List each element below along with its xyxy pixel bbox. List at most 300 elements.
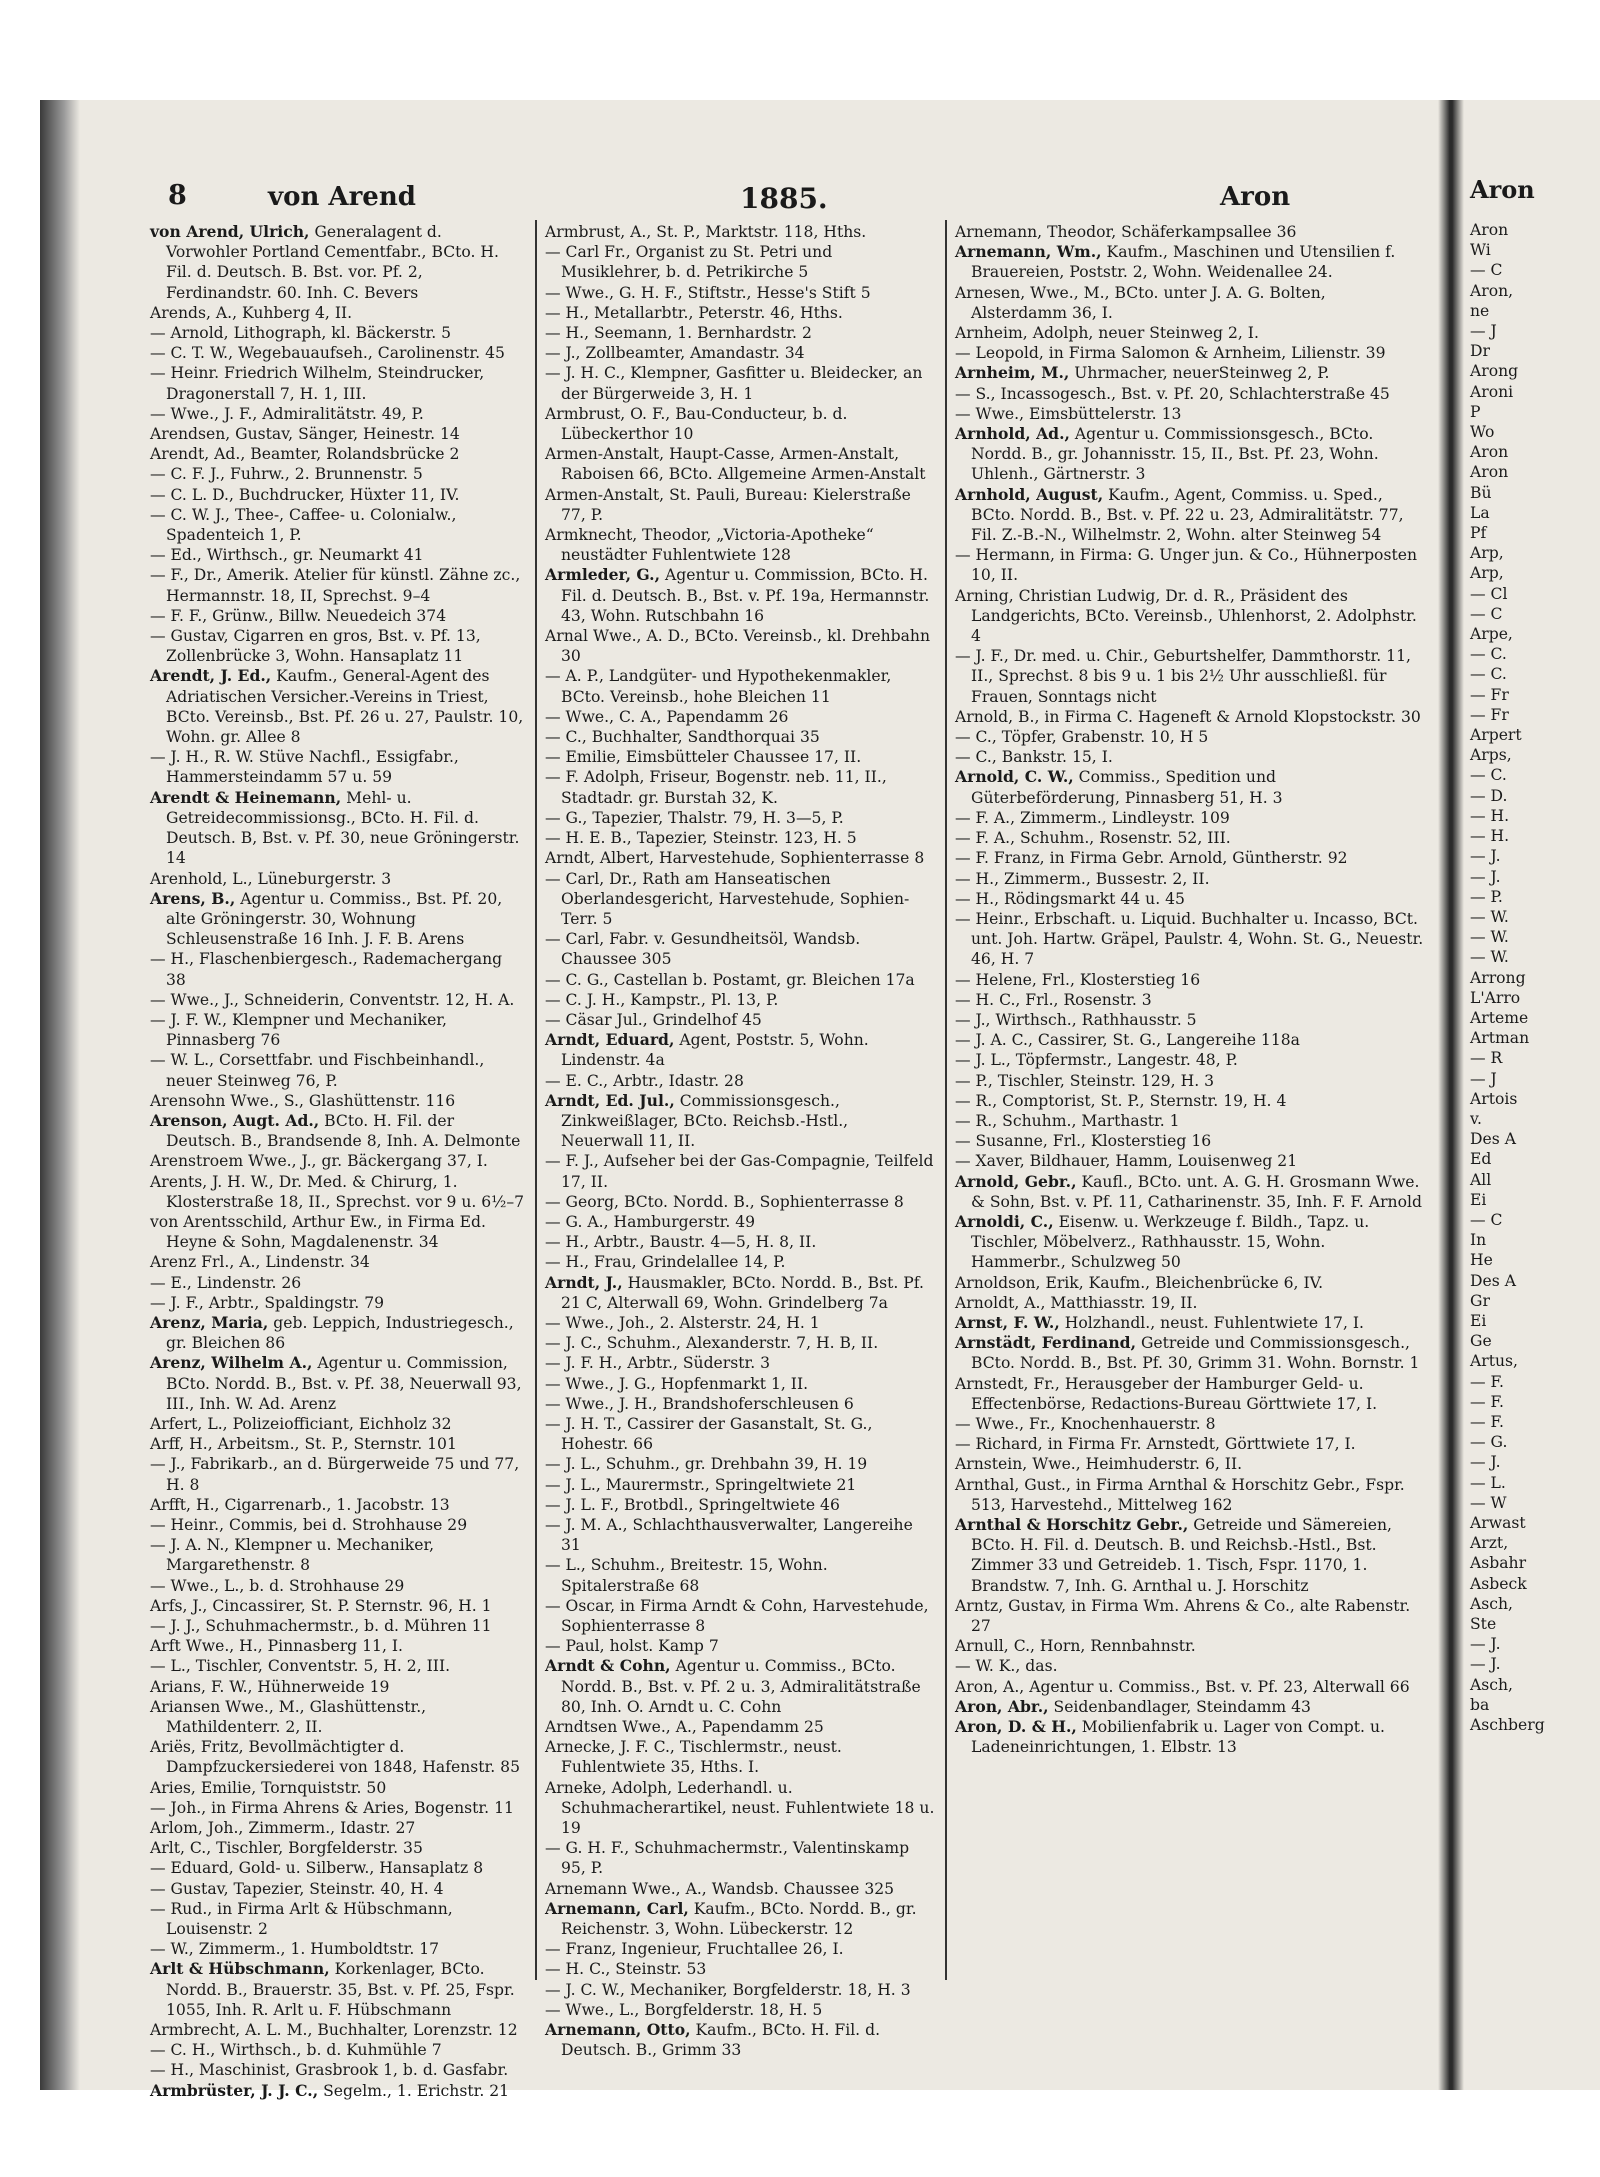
directory-entry bbox=[150, 1616, 525, 1636]
directory-entry bbox=[955, 1717, 1425, 1757]
directory-entry bbox=[150, 2081, 525, 2101]
entry-text: Arnemann, Theodor, Schäferkampsallee 36 bbox=[955, 223, 1297, 241]
entry-text: — G., Tapezier, Thalstr. 79, H. 3—5, P. bbox=[545, 808, 844, 827]
entry-text: — Wwe., J. G., Hopfenmarkt 1, II. bbox=[545, 1374, 809, 1393]
fragment-line: Aroni bbox=[1470, 382, 1514, 401]
entry-text: — J. L., Maurermstr., Springeltwiete 21 bbox=[545, 1475, 857, 1494]
entry-text: — W. L., Corsettfabr. und Fischbeinhandl., neuer Steinweg 76, P. bbox=[150, 1051, 485, 1090]
entry-text: Kaufm., Maschinen und Utensilien f. Brauereien, Poststr. 2, Wohn. Weidenallee 24. bbox=[971, 243, 1396, 282]
entry-text: Armen-Anstalt, St. Pauli, Bureau: Kielerstraße 77, P. bbox=[545, 485, 911, 524]
directory-entry bbox=[150, 1515, 525, 1535]
entry-text: — G. A., Hamburgerstr. 49 bbox=[545, 1212, 756, 1231]
directory-entry bbox=[955, 424, 1425, 485]
directory-entry bbox=[955, 1475, 1425, 1515]
directory-entry bbox=[150, 1535, 525, 1575]
entry-text: Arnold, B., in Firma C. Hageneft & Arnold Klopstockstr. 30 bbox=[955, 707, 1421, 726]
entry-text: Segelm., 1. Erichstr. 21 bbox=[318, 2081, 510, 2100]
directory-entry bbox=[150, 343, 525, 363]
directory-entry bbox=[545, 1596, 935, 1636]
entry-text: — J. C., Schuhm., Alexanderstr. 7, H. B, II. bbox=[545, 1334, 879, 1353]
entry-text: Generalagent d. Vorwohler Portland Cementfabr., BCto. H. Fil. d. Deutsch. B. Bst. vor. Pf. 2, Ferdinandstr. 60. Inh. C. Bevers bbox=[166, 223, 499, 302]
entry-text: — H., Frau, Grindelallee 14, P. bbox=[545, 1253, 786, 1272]
directory-entry bbox=[545, 869, 935, 930]
entry-text: — Wwe., J. F., Admiralitätstr. 49, P. bbox=[150, 404, 424, 423]
entry-text: — Wwe., C. A., Papendamm 26 bbox=[545, 707, 789, 726]
fragment-line: Arrong bbox=[1470, 968, 1526, 987]
entry-text: — H., Seemann, 1. Bernhardstr. 2 bbox=[545, 324, 812, 343]
directory-entry bbox=[955, 1454, 1425, 1474]
directory-entry bbox=[150, 869, 525, 889]
directory-entry bbox=[545, 1475, 935, 1495]
entry-text: Armbrust, A., St. P., Marktstr. 118, Hths. bbox=[545, 223, 867, 241]
fragment-line: — H. bbox=[1470, 806, 1510, 825]
directory-entry bbox=[545, 1980, 935, 2000]
directory-entry bbox=[545, 323, 935, 343]
directory-entry bbox=[545, 1151, 935, 1191]
entry-bold-name: Arnemann, Wm., bbox=[955, 242, 1102, 262]
fragment-line: Arps, bbox=[1470, 746, 1512, 765]
directory-entry bbox=[545, 1879, 935, 1899]
directory-entry bbox=[955, 1151, 1425, 1171]
directory-entry bbox=[545, 1333, 935, 1353]
entry-text: Seidenbandlager, Steindamm 43 bbox=[1048, 1697, 1311, 1716]
fragment-line: — J. bbox=[1470, 1655, 1501, 1674]
entry-text: Arndt, Albert, Harvestehude, Sophienterrasse 8 bbox=[545, 849, 925, 868]
directory-entry bbox=[955, 1636, 1425, 1656]
entry-text: Aron, A., Agentur u. Commiss., Bst. v. Pf. 23, Alterwall 66 bbox=[955, 1677, 1410, 1696]
entry-text: Arendsen, Gustav, Sänger, Heinestr. 14 bbox=[150, 425, 460, 444]
entry-text: Arnecke, J. F. C., Tischlermstr., neust. Fuhlentwiete 35, Hths. I. bbox=[545, 1738, 842, 1777]
directory-entry bbox=[545, 1778, 935, 1839]
directory-entry bbox=[545, 485, 935, 525]
entry-text: — J. H. T., Cassirer der Gasanstalt, St. G., Hohestr. 66 bbox=[545, 1414, 873, 1454]
fragment-line: Arong bbox=[1470, 362, 1519, 381]
fragment-line: Arpert bbox=[1470, 726, 1522, 745]
entry-bold-name: von Arend, Ulrich, bbox=[150, 222, 310, 241]
fragment-line: — J bbox=[1470, 322, 1497, 341]
entry-text: — F. A., Zimmerm., Lindleystr. 109 bbox=[955, 808, 1230, 827]
fragment-line: Aschberg bbox=[1470, 1716, 1545, 1735]
directory-entry bbox=[545, 707, 935, 727]
directory-entry bbox=[545, 747, 935, 767]
directory-entry bbox=[955, 707, 1425, 727]
fragment-line: Artman bbox=[1470, 1029, 1530, 1048]
entry-text: — C. H., Wirthsch., b. d. Kuhmühle 7 bbox=[150, 2041, 442, 2060]
entry-text: von Arentsschild, Arthur Ew., in Firma Ed. Heyne & Sohn, Magdalenenstr. 34 bbox=[150, 1212, 486, 1252]
entry-text: Arndtsen Wwe., A., Papendamm 25 bbox=[545, 1718, 824, 1737]
fragment-line: Ei bbox=[1470, 1190, 1487, 1209]
fragment-line: ne bbox=[1470, 301, 1490, 320]
directory-entry bbox=[545, 1212, 935, 1232]
entry-text: Arendt, Ad., Beamter, Rolandsbrücke 2 bbox=[150, 445, 460, 464]
fragment-line: — D. bbox=[1470, 786, 1508, 805]
entry-text: — S., Incassogesch., Bst. v. Pf. 20, Schlachterstraße 45 bbox=[955, 384, 1390, 403]
directory-entry bbox=[545, 222, 935, 242]
directory-entry bbox=[150, 1596, 525, 1616]
directory-entry bbox=[955, 384, 1425, 404]
directory-entry bbox=[545, 626, 935, 666]
directory-page bbox=[150, 180, 1425, 2100]
fragment-line: — C. bbox=[1470, 645, 1507, 664]
entry-text: — Eduard, Gold- u. Silberw., Hansaplatz 8 bbox=[150, 1859, 484, 1878]
directory-entry bbox=[150, 1656, 525, 1676]
entry-text: Arnemann Wwe., A., Wandsb. Chaussee 325 bbox=[545, 1879, 895, 1898]
entry-bold-name: Arendt, J. Ed., bbox=[150, 666, 272, 686]
fragment-line: Aron bbox=[1470, 443, 1509, 462]
entry-text: Arning, Christian Ludwig, Dr. d. R., Präsident des Landgerichts, BCto. Vereinsb., Uhlenhorst, 2. Adolphstr. 4 bbox=[955, 586, 1417, 646]
directory-entry bbox=[150, 424, 525, 444]
page-header bbox=[150, 180, 1425, 220]
directory-entry bbox=[545, 828, 935, 848]
entry-text: Agent, Poststr. 5, Wohn. Lindenstr. 4a bbox=[561, 1031, 869, 1070]
entry-text: — Oscar, in Firma Arndt & Cohn, Harvestehude, Sophienterrasse 8 bbox=[545, 1596, 929, 1636]
entry-text: — Arnold, Lithograph, kl. Bäckerstr. 5 bbox=[150, 324, 452, 343]
column-rule bbox=[945, 220, 947, 1980]
entry-text: — L., Schuhm., Breitestr. 15, Wohn. Spitalerstraße 68 bbox=[545, 1556, 828, 1595]
entry-text: — J., Zollbeamter, Amandastr. 34 bbox=[545, 344, 805, 363]
entry-text: — F. J., Aufseher bei der Gas-Compagnie, Teilfeld 17, II. bbox=[545, 1152, 934, 1191]
entry-text: — C. F. J., Fuhrw., 2. Brunnenstr. 5 bbox=[150, 465, 423, 484]
directory-entry bbox=[545, 1010, 935, 1030]
entry-bold-name: Arendt & Heinemann, bbox=[150, 787, 342, 807]
entry-text: — J., Wirthsch., Rathhausstr. 5 bbox=[955, 1010, 1197, 1029]
fragment-line: — J. bbox=[1470, 867, 1501, 886]
directory-entry bbox=[545, 444, 935, 484]
fragment-line: Ge bbox=[1470, 1332, 1492, 1351]
directory-entry bbox=[545, 1273, 935, 1313]
directory-entry bbox=[545, 1737, 935, 1777]
entry-text: — Wwe., L., Borgfelderstr. 18, H. 5 bbox=[545, 2000, 823, 2019]
directory-entry bbox=[150, 1151, 525, 1171]
fragment-line: — J bbox=[1470, 1069, 1497, 1088]
entry-text: — H. C., Steinstr. 53 bbox=[545, 1960, 707, 1979]
directory-entry bbox=[955, 1091, 1425, 1111]
entry-text: Uhrmacher, neuerSteinweg 2, P. bbox=[1069, 364, 1330, 383]
entry-text: — Leopold, in Firma Salomon & Arnheim, Lilienstr. 39 bbox=[955, 344, 1386, 363]
entry-text: — E. C., Arbtr., Idastr. 28 bbox=[545, 1071, 744, 1090]
directory-entry bbox=[150, 1939, 525, 1959]
entry-text: — Georg, BCto. Nordd. B., Sophienterrasse 8 bbox=[545, 1192, 904, 1211]
entry-text: — H., Arbtr., Baustr. 4—5, H. 8, II. bbox=[545, 1233, 817, 1252]
entry-text: — J. F. W., Klempner und Mechaniker, Pinnasberg 76 bbox=[150, 1010, 447, 1050]
next-page-lines bbox=[1470, 220, 1600, 1735]
fragment-line: — Fr bbox=[1470, 705, 1509, 724]
entry-text: — Joh., in Firma Ahrens & Aries, Bogenstr. 11 bbox=[150, 1798, 514, 1817]
entry-text: — J. F., Arbtr., Spaldingstr. 79 bbox=[150, 1293, 385, 1312]
entry-text: Kaufm., General-Agent des Adriatischen Versicher.-Vereins in Triest, BCto. Vereinsb., Bst. Pf. 26 u. 27, Paulstr. 10, Wohn. gr. Allee 8 bbox=[166, 667, 524, 747]
fragment-line: La bbox=[1470, 503, 1490, 522]
fragment-line: Dr bbox=[1470, 342, 1490, 361]
entry-text: — J. A. N., Klempner u. Mechaniker, Margarethenstr. 8 bbox=[150, 1536, 435, 1575]
directory-entry bbox=[955, 283, 1425, 323]
entry-text: — L., Tischler, Conventstr. 5, H. 2, III. bbox=[150, 1657, 451, 1676]
directory-entry bbox=[955, 1596, 1425, 1636]
directory-entry bbox=[150, 1434, 525, 1454]
directory-entry bbox=[545, 1353, 935, 1373]
entry-text: — Ed., Wirthsch., gr. Neumarkt 41 bbox=[150, 546, 424, 565]
entry-text: Arnstedt, Fr., Herausgeber der Hamburger Geld- u. Effectenbörse, Redactions-Bureau Görttwiete 17, I. bbox=[955, 1374, 1378, 1413]
fragment-line: — F. bbox=[1470, 1412, 1504, 1431]
entry-bold-name: Arnold, Gebr., bbox=[955, 1171, 1077, 1191]
entry-text: Arnheim, Adolph, neuer Steinweg 2, I. bbox=[955, 324, 1259, 343]
directory-entry bbox=[545, 565, 935, 626]
directory-entry bbox=[545, 1717, 935, 1737]
entry-text: — H., Rödingsmarkt 44 u. 45 bbox=[955, 889, 1185, 908]
entry-text: Mobilienfabrik u. Lager von Compt. u. Ladeneinrichtungen, 1. Elbstr. 13 bbox=[971, 1718, 1385, 1757]
fragment-line: — J. bbox=[1470, 847, 1501, 866]
directory-entry bbox=[955, 404, 1425, 424]
entry-text: Agentur u. Commiss., Bst. Pf. 20, alte Gröningerstr. 30, Wohnung Schleusenstraße 16 Inh. J. F. B. Arens bbox=[166, 889, 503, 949]
directory-entry bbox=[545, 1959, 935, 1979]
directory-entry bbox=[150, 505, 525, 545]
fragment-line: — W. bbox=[1470, 928, 1509, 947]
directory-entry bbox=[150, 1636, 525, 1656]
entry-text: — J. J., Schuhmachermstr., b. d. Mühren 11 bbox=[150, 1617, 492, 1636]
book-gutter-shadow bbox=[1438, 100, 1464, 2090]
fragment-line: — C. bbox=[1470, 665, 1507, 684]
directory-entry bbox=[150, 1313, 525, 1353]
entry-bold-name: Arndt & Cohn, bbox=[545, 1656, 671, 1676]
directory-entry bbox=[545, 666, 935, 706]
entry-text: Armknecht, Theodor, „Victoria-Apotheke“ neustädter Fuhlentwiete 128 bbox=[545, 526, 874, 565]
directory-entry bbox=[150, 1293, 525, 1313]
entry-bold-name: Arenz, Maria, bbox=[150, 1312, 269, 1332]
directory-entry bbox=[150, 1576, 525, 1596]
fragment-line: Arzt, bbox=[1470, 1534, 1509, 1553]
entry-text: Arntz, Gustav, in Firma Wm. Ahrens & Co., alte Rabenstr. 27 bbox=[955, 1596, 1411, 1636]
directory-entry bbox=[150, 1495, 525, 1515]
entry-text: — Heinr., Commis, bei d. Strohhause 29 bbox=[150, 1516, 468, 1534]
entry-bold-name: Arenson, Augt. Ad., bbox=[150, 1110, 320, 1130]
directory-entry bbox=[150, 1050, 525, 1090]
directory-entry bbox=[545, 1374, 935, 1394]
directory-entry bbox=[150, 889, 525, 950]
directory-entry bbox=[955, 1212, 1425, 1273]
entry-text: — Carl, Dr., Rath am Hanseatischen Oberlandesgericht, Harvestehude, Sophien-Terr. 5 bbox=[545, 869, 910, 928]
fragment-line: — F. bbox=[1470, 1392, 1504, 1411]
directory-entry bbox=[545, 1555, 935, 1595]
entry-bold-name: Aron, Abr., bbox=[955, 1696, 1049, 1716]
fragment-line: — C bbox=[1470, 604, 1503, 623]
directory-entry bbox=[150, 404, 525, 424]
directory-entry bbox=[955, 869, 1425, 889]
entry-text: — Wwe., J., Schneiderin, Conventstr. 12, H. A. bbox=[150, 990, 515, 1009]
next-page-running-head: Aron bbox=[1470, 175, 1535, 204]
entry-text: — Emilie, Eimsbütteler Chaussee 17, II. bbox=[545, 748, 862, 767]
entry-text: — Gustav, Tapezier, Steinstr. 40, H. 4 bbox=[150, 1879, 444, 1898]
entry-text: — H., Flaschenbiergesch., Rademachergang 38 bbox=[150, 950, 503, 989]
directory-entry bbox=[955, 363, 1425, 383]
directory-entry bbox=[150, 990, 525, 1010]
directory-entry bbox=[545, 970, 935, 990]
fragment-line: Artus, bbox=[1470, 1352, 1518, 1371]
entry-text: — J., Fabrikarb., an d. Bürgerweide 75 und 77, H. 8 bbox=[150, 1455, 520, 1494]
entry-text: — E., Lindenstr. 26 bbox=[150, 1273, 302, 1292]
directory-column-2 bbox=[545, 222, 935, 2060]
entry-text: — C. T. W., Wegebauaufseh., Carolinenstr. 45 bbox=[150, 344, 505, 363]
entry-text: — Heinr. Friedrich Wilhelm, Steindrucker, Dragonerstall 7, H. 1, III. bbox=[150, 364, 485, 403]
directory-entry bbox=[545, 1192, 935, 1212]
entry-text: — Rud., in Firma Arlt & Hübschmann, Louisenstr. 2 bbox=[150, 1899, 453, 1939]
fragment-line: — C bbox=[1470, 261, 1503, 280]
entry-text: — Helene, Frl., Klosterstieg 16 bbox=[955, 970, 1201, 989]
directory-entry bbox=[150, 323, 525, 343]
entry-text: — J. C. W., Mechaniker, Borgfelderstr. 18, H. 3 bbox=[545, 1980, 911, 1999]
directory-entry bbox=[545, 808, 935, 828]
entry-bold-name: Armbrüster, J. J. C., bbox=[150, 2080, 319, 2100]
fragment-line: Ed bbox=[1470, 1150, 1492, 1169]
directory-entry bbox=[545, 1252, 935, 1272]
entry-text: — H. C., Frl., Rosenstr. 3 bbox=[955, 990, 1152, 1009]
fragment-line: P bbox=[1470, 402, 1481, 421]
fragment-line: — G. bbox=[1470, 1433, 1508, 1452]
directory-column-3 bbox=[955, 222, 1425, 1992]
directory-entry bbox=[150, 1010, 525, 1050]
directory-entry bbox=[150, 1353, 525, 1414]
fragment-line: — J. bbox=[1470, 1635, 1501, 1654]
directory-entry bbox=[150, 1111, 525, 1151]
directory-entry bbox=[545, 727, 935, 747]
directory-entry bbox=[545, 1313, 935, 1333]
directory-entry bbox=[150, 1454, 525, 1494]
fragment-line: — Cl bbox=[1470, 584, 1508, 603]
entry-text: Arents, J. H. W., Dr. Med. & Chirurg, 1. Klosterstraße 18, II., Sprechst. vor 9 u. 6½–7 bbox=[150, 1172, 525, 1211]
entry-text: — F. F., Grünw., Billw. Neuedeich 374 bbox=[150, 606, 447, 625]
fragment-line: Des A bbox=[1470, 1271, 1516, 1290]
directory-entry bbox=[955, 1656, 1425, 1676]
fragment-line: — L. bbox=[1470, 1473, 1506, 1492]
directory-entry bbox=[545, 1939, 935, 1959]
fragment-line: L'Arro bbox=[1470, 988, 1521, 1007]
directory-entry bbox=[150, 1818, 525, 1838]
directory-entry bbox=[150, 1212, 525, 1252]
fragment-line: — P. bbox=[1470, 887, 1503, 906]
directory-entry bbox=[955, 646, 1425, 707]
entry-text: Arnesen, Wwe., M., BCto. unter J. A. G. Bolten, Alsterdamm 36, I. bbox=[955, 283, 1326, 322]
entry-text: Armen-Anstalt, Haupt-Casse, Armen-Anstalt, Raboisen 66, BCto. Allgemeine Armen-Anstalt bbox=[545, 445, 926, 484]
directory-entry bbox=[955, 545, 1425, 585]
directory-entry bbox=[545, 343, 935, 363]
directory-entry bbox=[955, 1697, 1425, 1717]
directory-entry bbox=[545, 1838, 935, 1878]
directory-entry bbox=[955, 1293, 1425, 1313]
entry-text: Arenstroem Wwe., J., gr. Bäckergang 37, I. bbox=[150, 1152, 488, 1171]
entry-text: Hausmakler, BCto. Nordd. B., Bst. Pf. 21 C, Alterwall 69, Wohn. Grindelberg 7a bbox=[561, 1273, 924, 1312]
fragment-line: Wo bbox=[1470, 423, 1495, 442]
directory-entry bbox=[150, 747, 525, 787]
entry-text: Agentur u. Commission, BCto. H. Fil. d. Deutsch. B., Bst. v. Pf. 19a, Hermannstr. 43, Wohn. Rutschbahn 16 bbox=[561, 566, 930, 625]
directory-entry bbox=[545, 929, 935, 969]
directory-entry bbox=[150, 1838, 525, 1858]
fragment-line: — W. bbox=[1470, 948, 1509, 967]
entry-text: Arnull, C., Horn, Rennbahnstr. bbox=[955, 1637, 1196, 1656]
directory-entry bbox=[545, 1636, 935, 1656]
fragment-line: Arp, bbox=[1470, 544, 1504, 563]
entry-text: Ariës, Fritz, Bevollmächtigter d. Dampfzuckersiederei von 1848, Hafenstr. 85 bbox=[150, 1738, 521, 1777]
fragment-line: Asbahr bbox=[1470, 1554, 1527, 1573]
fragment-line: Arteme bbox=[1470, 1008, 1529, 1027]
fragment-line: Des A bbox=[1470, 1130, 1516, 1149]
directory-entry bbox=[955, 889, 1425, 909]
year-heading: 1885. bbox=[740, 182, 828, 215]
entry-text: Getreide und Sämereien, BCto. H. Fil. d. Deutsch. B. und Reichsb.-Hstl., Bst. Zimmer 33 und Getreideb. 1. Tisch, Fspr. 1170, 1. Brandstw. 7, Inh. G. Arnthal u. J. Horschitz bbox=[971, 1516, 1392, 1595]
directory-entry bbox=[955, 323, 1425, 343]
fragment-line: Aron bbox=[1470, 463, 1509, 482]
directory-entry bbox=[150, 464, 525, 484]
directory-entry bbox=[545, 1495, 935, 1515]
entry-text: — Gustav, Cigarren en gros, Bst. v. Pf. 13, Zollenbrücke 3, Wohn. Hansaplatz 11 bbox=[150, 627, 481, 666]
fragment-line: All bbox=[1470, 1170, 1492, 1189]
directory-entry bbox=[150, 2020, 525, 2040]
entry-text: Agentur u. Commiss., BCto. Nordd. B., Bst. v. Pf. 2 u. 3, Admiralitätstraße 80, Inh. O. Arndt u. C. Cohn bbox=[561, 1657, 921, 1716]
fragment-line: Aron bbox=[1470, 221, 1509, 239]
entry-text: Armbrust, O. F., Bau-Conducteur, b. d. Lübeckerthor 10 bbox=[545, 404, 848, 444]
directory-entry bbox=[545, 525, 935, 565]
entry-text: Arff, H., Arbeitsm., St. P., Sternstr. 101 bbox=[150, 1435, 457, 1454]
next-page-fragment bbox=[1470, 175, 1600, 2000]
entry-text: Arensohn Wwe., S., Glashüttenstr. 116 bbox=[150, 1091, 456, 1110]
entry-text: — Wwe., L., b. d. Strohhause 29 bbox=[150, 1576, 405, 1595]
entry-text: — C. J. H., Kampstr., Pl. 13, P. bbox=[545, 990, 779, 1009]
directory-entry bbox=[955, 1273, 1425, 1293]
directory-entry bbox=[955, 222, 1425, 242]
directory-entry bbox=[955, 828, 1425, 848]
entry-text: Arnstein, Wwe., Heimhuderstr. 6, II. bbox=[955, 1455, 1243, 1474]
directory-entry bbox=[150, 363, 525, 403]
entry-text: Getreide und Commissionsgesch., BCto. Nordd. B., Bst. Pf. 30, Grimm 31. Wohn. Bornstr. 1 bbox=[971, 1334, 1420, 1373]
directory-entry bbox=[955, 909, 1425, 970]
entry-bold-name: Arndt, Ed. Jul., bbox=[545, 1090, 675, 1110]
fragment-line: Artois bbox=[1470, 1089, 1518, 1108]
directory-entry bbox=[150, 606, 525, 626]
entry-text: Aries, Emilie, Tornquiststr. 50 bbox=[150, 1778, 387, 1797]
fragment-line: Gr bbox=[1470, 1291, 1490, 1310]
entry-text: — C., Buchhalter, Sandthorquai 35 bbox=[545, 728, 820, 747]
entry-text: — C. L. D., Buchdrucker, Hüxter 11, IV. bbox=[150, 485, 460, 504]
fragment-line: — C bbox=[1470, 1210, 1503, 1229]
directory-entry bbox=[955, 1131, 1425, 1151]
directory-entry bbox=[545, 242, 935, 282]
directory-entry bbox=[545, 1091, 935, 1152]
entry-text: — F. Adolph, Friseur, Bogenstr. neb. 11, II., Stadtadr. gr. Burstah 32, K. bbox=[545, 768, 887, 807]
directory-entry bbox=[545, 1454, 935, 1474]
entry-bold-name: Arnst, F. W., bbox=[955, 1312, 1060, 1332]
directory-entry bbox=[150, 1677, 525, 1697]
directory-entry bbox=[150, 1737, 525, 1777]
directory-entry bbox=[150, 1858, 525, 1878]
directory-entry bbox=[545, 404, 935, 444]
directory-entry bbox=[150, 1879, 525, 1899]
entry-text: — F. Franz, in Firma Gebr. Arnold, Güntherstr. 92 bbox=[955, 849, 1348, 868]
directory-entry bbox=[955, 1333, 1425, 1373]
entry-text: — Carl, Fabr. v. Gesundheitsöl, Wandsb. Chaussee 305 bbox=[545, 930, 861, 969]
entry-text: Arfs, J., Cincassirer, St. P. Sternstr. 96, H. 1 bbox=[150, 1596, 492, 1615]
entry-text: — C. G., Castellan b. Postamt, gr. Bleichen 17a bbox=[545, 970, 915, 989]
entry-text: Arfert, L., Polizeiofficiant, Eichholz 32 bbox=[150, 1414, 452, 1433]
directory-entry bbox=[955, 1677, 1425, 1697]
directory-entry bbox=[955, 1515, 1425, 1596]
entry-text: — J. L., Töpfermstr., Langestr. 48, P. bbox=[955, 1051, 1238, 1070]
directory-entry bbox=[955, 1172, 1425, 1212]
directory-entry bbox=[150, 1252, 525, 1272]
directory-entry bbox=[955, 970, 1425, 990]
entry-bold-name: Arndt, Eduard, bbox=[545, 1030, 675, 1050]
entry-text: — J. F., Dr. med. u. Chir., Geburtshelfer, Dammthorstr. 11, II., Sprechst. 8 bis 9 u. 1 bis 2½ Uhr ausschließl. für Frauen, Sonntags nicht bbox=[955, 647, 1411, 706]
directory-entry bbox=[545, 1656, 935, 1717]
entry-text: geb. Leppich, Industriegesch., gr. Bleichen 86 bbox=[166, 1313, 514, 1353]
entry-text: Arlom, Joh., Zimmerm., Idastr. 27 bbox=[150, 1819, 416, 1838]
directory-entry bbox=[955, 1071, 1425, 1091]
